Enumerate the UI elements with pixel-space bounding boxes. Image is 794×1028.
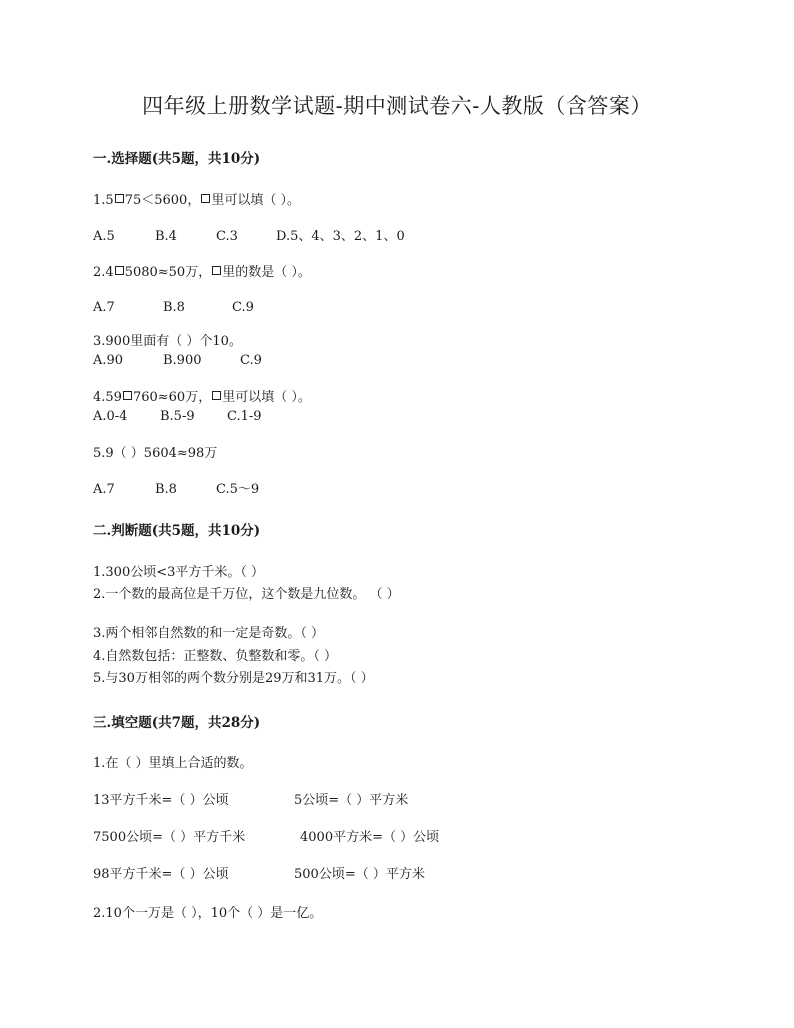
- blank-box-icon: [115, 194, 124, 203]
- section-heading-choice: 一.选择题(共5题，共10分): [93, 151, 261, 167]
- blank-box-icon: [115, 266, 124, 275]
- q1-option-b: B.4: [155, 229, 177, 244]
- q1-option-c: C.3: [216, 229, 238, 244]
- q1-text-post: 75＜5600，: [124, 193, 201, 208]
- fill-row-3-right: 500公顷=（ ）平方米: [294, 867, 425, 882]
- q3-option-a: A.90: [93, 353, 124, 368]
- fill-row-1-left: 13平方千米=（ ）公顷: [93, 793, 229, 808]
- fill-row-3-left: 98平方千米=（ ）公顷: [93, 867, 229, 882]
- fill-row-2-left: 7500公顷=（ ）平方千米: [93, 830, 246, 845]
- q4-option-c: C.1-9: [227, 409, 262, 424]
- question-4: [93, 390, 311, 406]
- q4-text-post: 760≈60万，: [132, 390, 212, 405]
- judge-item-5: 5.与30万相邻的两个数分别是29万和31万。（ ）: [93, 671, 374, 686]
- fill-question-1: 1.在（ ）里填上合适的数。: [93, 756, 253, 771]
- question-3: 3.900里面有（ ）个10。: [93, 334, 242, 349]
- judge-item-2: 2.一个数的最高位是千万位，这个数是九位数。 （ ）: [93, 587, 400, 602]
- section-heading-fill: 三.填空题(共7题，共28分): [93, 715, 261, 731]
- q4-text-tail: 里可以填（ ）。: [222, 390, 311, 405]
- blank-box-icon: [212, 266, 221, 275]
- q2-option-c: C.9: [232, 300, 254, 315]
- fill-row-2-right: 4000平方米=（ ）公顷: [300, 830, 440, 845]
- q1-text-tail: 里可以填（ ）。: [211, 193, 300, 208]
- q3-option-b: B.900: [163, 353, 202, 368]
- q4-option-b: B.5-9: [160, 409, 195, 424]
- q4-option-a: A.0-4: [93, 409, 128, 424]
- judge-item-4: 4.自然数包括：正整数、负整数和零。（ ）: [93, 649, 338, 664]
- q5-option-a: A.7: [93, 482, 115, 497]
- q3-option-c: C.9: [240, 353, 262, 368]
- q1-option-a: A.5: [93, 229, 115, 244]
- q5-option-c: C.5～9: [216, 482, 260, 497]
- q1-text-pre: 1.5: [93, 193, 114, 208]
- question-1: [93, 193, 300, 209]
- page-title: 四年级上册数学试题-期中测试卷六-人教版（含答案）: [142, 94, 652, 118]
- blank-box-icon: [123, 391, 132, 400]
- fill-question-2: 2.10个一万是（ ），10个（ ）是一亿。: [93, 906, 323, 921]
- judge-item-1: 1.300公顷<3平方千米。（ ）: [93, 565, 265, 580]
- blank-box-icon: [201, 194, 210, 203]
- q1-option-d: D.5、4、3、2、1、0: [276, 229, 405, 244]
- section-heading-judge: 二.判断题(共5题，共10分): [93, 523, 261, 539]
- q2-text-pre: 2.4: [93, 265, 114, 280]
- q2-option-b: B.8: [163, 300, 185, 315]
- question-2: [93, 265, 311, 281]
- q4-text-pre: 4.59: [93, 390, 122, 405]
- judge-item-3: 3.两个相邻自然数的和一定是奇数。（ ）: [93, 626, 325, 641]
- question-5: 5.9（ ）5604≈98万: [93, 446, 218, 461]
- fill-row-1-right: 5公顷=（ ）平方米: [294, 793, 409, 808]
- q2-text-post: 5080≈50万，: [124, 265, 212, 280]
- blank-box-icon: [212, 391, 221, 400]
- q2-text-tail: 里的数是（ ）。: [222, 265, 311, 280]
- q2-option-a: A.7: [93, 300, 115, 315]
- q5-option-b: B.8: [155, 482, 177, 497]
